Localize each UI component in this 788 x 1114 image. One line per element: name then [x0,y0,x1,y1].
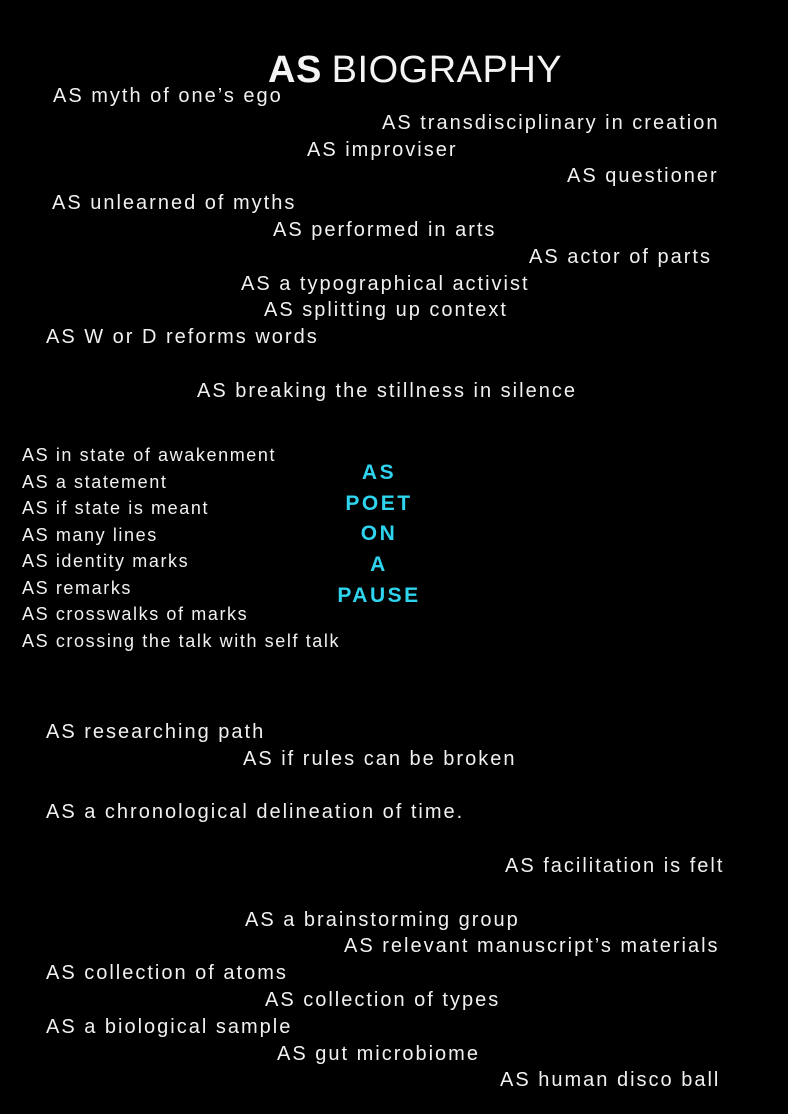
stanza-line: AS crosswalks of marks [22,604,249,624]
stanza-line: AS identity marks [22,551,190,571]
stanza-line: AS in state of awakenment [22,445,277,465]
stanza-line: AS a statement [22,471,168,492]
stanza-line: AS if state is meant [22,498,210,518]
stanza-block [22,442,340,654]
accent-poem-line: ON [360,522,398,546]
title-biography: BIOGRAPHY [331,49,563,92]
accent-poem-line: AS [361,461,397,484]
bio-line: AS human disco ball [500,1069,721,1091]
stanza-line: AS remarks [22,577,133,598]
bio-line: AS a chronological delineation of time. [46,801,465,823]
accent-poem-line: PAUSE [337,583,421,607]
page-title [268,48,562,92]
accent-poem-block [309,458,449,612]
stanza-line: AS crossing the talk with self talk [22,630,341,651]
bio-line: AS a brainstorming group [245,909,520,931]
bio-line: AS W or D reforms words [46,326,319,348]
stanza-line: AS many lines [22,524,158,545]
bio-line: AS actor of parts [529,246,712,268]
bio-line: AS unlearned of myths [52,192,297,214]
bio-line: AS questioner [567,165,719,187]
title-as: AS [268,49,322,92]
bio-line: AS if rules can be broken [243,748,517,770]
bio-line: AS collection of atoms [46,962,288,984]
bio-line: AS facilitation is felt [505,855,725,877]
bio-line: AS splitting up context [264,299,508,321]
bio-line: AS improviser [307,139,458,161]
bio-line: AS gut microbiome [277,1043,480,1065]
bio-line: AS performed in arts [273,219,497,241]
bio-line: AS transdisciplinary in creation [382,112,720,134]
accent-poem-line: A [370,553,388,577]
bio-line: AS a biological sample [46,1016,293,1038]
bio-line: AS researching path [46,721,266,743]
bio-line: AS a typographical activist [241,273,530,295]
bio-line: AS collection of types [265,989,501,1011]
bio-line: AS breaking the stillness in silence [197,380,577,402]
bio-line: AS myth of one’s ego [53,85,283,107]
accent-poem-line: POET [345,491,413,515]
bio-line: AS relevant manuscript’s materials [344,935,720,957]
